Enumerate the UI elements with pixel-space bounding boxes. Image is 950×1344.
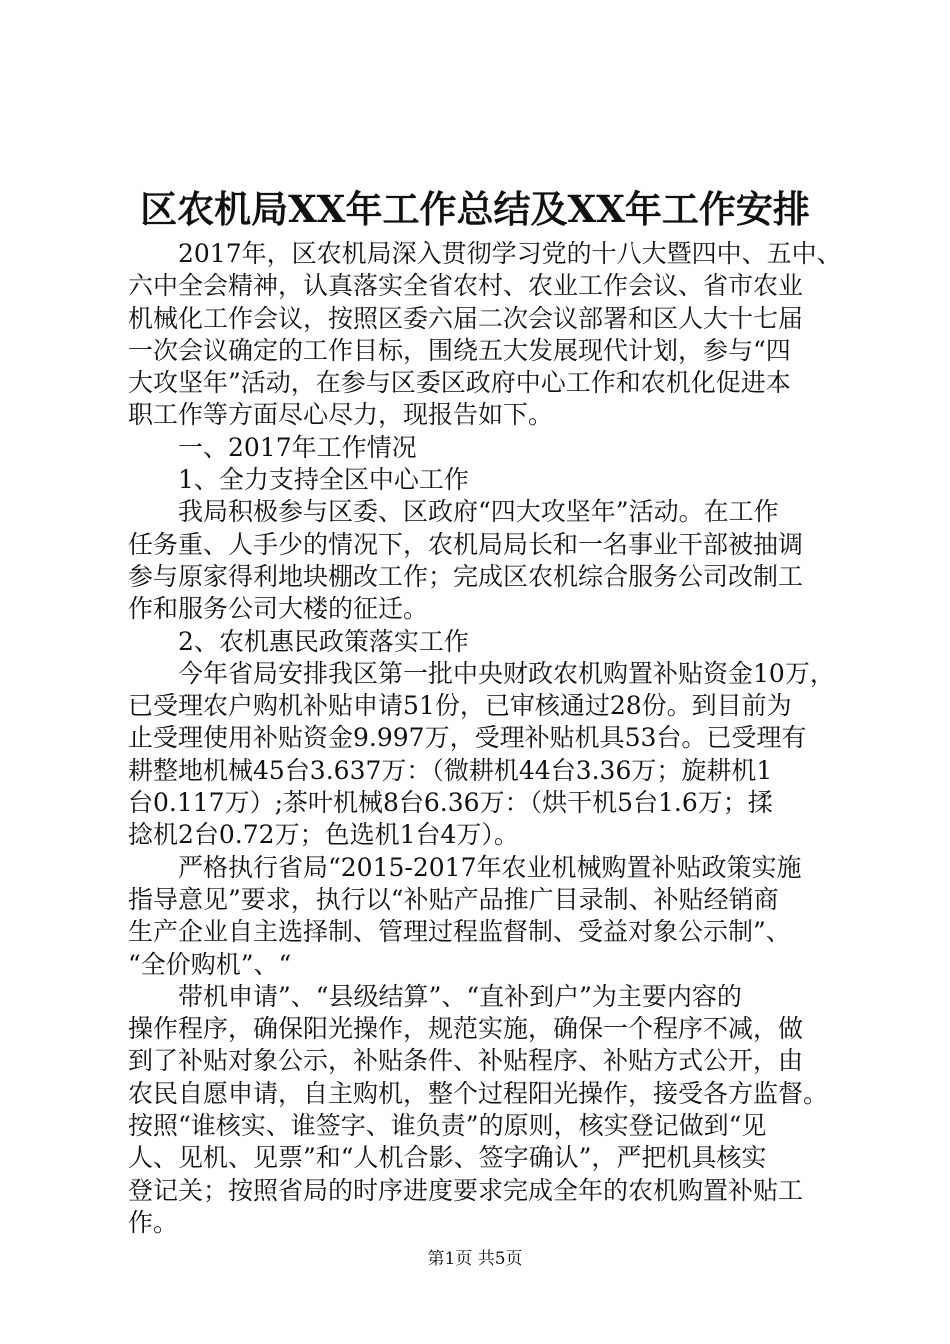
body-line: 大攻坚年”活动，在参与区委区政府中心工作和农机化促进本 — [128, 368, 791, 398]
body-line: 指导意见”要求，执行以“补贴产品推广目录制、补贴经销商 — [128, 884, 779, 914]
body-line: 捻机2台0.72万；色选机1台4万）。 — [128, 820, 519, 850]
body-line: 止受理使用补贴资金9.997万，受理补贴机具53台。已受理有 — [128, 723, 807, 753]
document-body — [128, 238, 868, 1239]
body-line: 任务重、人手少的情况下，农机局局长和一名事业干部被抽调 — [128, 529, 804, 559]
body-line: 2017年，区农机局深入贯彻学习党的十八大暨四中、五中、 — [128, 239, 842, 268]
body-line: 2、农机惠民政策落实工作 — [128, 626, 469, 656]
body-line: 六中全会精神，认真落实全省农村、农业工作会议、省市农业 — [128, 271, 804, 301]
body-line: 带机申请”、“县级结算”、“直补到户”为主要内容的 — [128, 981, 742, 1011]
page-footer: 第1页 共5页 — [427, 1249, 523, 1269]
body-line: 机械化工作会议，按照区委六届二次会议部署和区人大十七届 — [128, 303, 804, 333]
body-line: 一、2017年工作情况 — [128, 432, 417, 462]
body-line: 职工作等方面尽心尽力，现报告如下。 — [128, 400, 554, 430]
body-line: 已受理农户购机补贴申请51份，已审核通过28份。到目前为 — [128, 691, 792, 721]
body-line: 农民自愿申请，自主购机，整个过程阳光操作，接受各方监督。 — [128, 1078, 829, 1108]
body-line: 操作程序，确保阳光操作，规范实施，确保一个程序不减，做 — [128, 1014, 804, 1044]
body-line: 人、见机、见票”和“人机合影、签字确认”，严把机具核实 — [128, 1143, 767, 1173]
body-line: 作和服务公司大楼的征迁。 — [128, 594, 429, 624]
body-line: 耕整地机械45台3.637万：（微耕机44台3.36万；旋耕机1 — [128, 755, 773, 785]
body-line: 登记关；按照省局的时序进度要求完成全年的农机购置补贴工 — [128, 1175, 804, 1205]
body-line: 生产企业自主选择制、管理过程监督制、受益对象公示制”、 — [128, 917, 791, 947]
body-line: 台0.117万）;茶叶机械8台6.36万：（烘干机5台1.6万；揉 — [128, 788, 773, 818]
body-line: 到了补贴对象公示，补贴条件、补贴程序、补贴方式公开，由 — [128, 1046, 804, 1076]
body-line: 1、全力支持全区中心工作 — [128, 465, 469, 495]
document-title: 区农机局XX年工作总结及XX年工作安排 — [140, 187, 810, 231]
body-line: 参与原家得利地块棚改工作；完成区农机综合服务公司改制工 — [128, 561, 804, 591]
body-line: 我局积极参与区委、区政府“四大攻坚年”活动。在工作 — [128, 497, 779, 527]
body-line: 按照“谁核实、谁签字、谁负责”的原则，核实登记做到“见 — [128, 1111, 767, 1141]
body-line: 严格执行省局“2015-2017年农业机械购置补贴政策实施 — [128, 852, 802, 882]
body-line: 一次会议确定的工作目标，围绕五大发展现代计划，参与“四 — [128, 335, 791, 365]
body-line: 作。 — [128, 1207, 179, 1237]
body-line: “全价购机”、“ — [128, 949, 292, 979]
body-line: 今年省局安排我区第一批中央财政农机购置补贴资金10万， — [128, 658, 835, 688]
